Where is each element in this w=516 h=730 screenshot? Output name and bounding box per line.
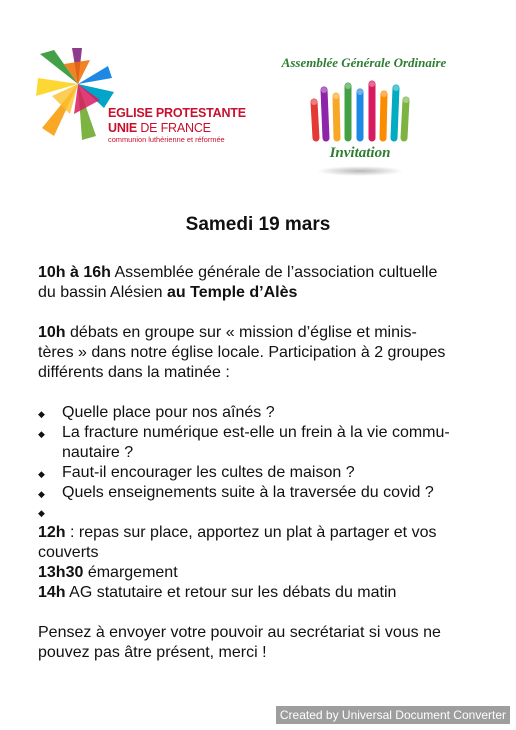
time-12h: 12h [38, 524, 66, 541]
ag-text: AG statutaire et retour sur les débats du matin [65, 584, 397, 601]
date-heading: Samedi 19 mars [185, 214, 331, 235]
bullet-marker: ◆ [38, 489, 45, 499]
bullet-marker: ◆ [38, 469, 45, 479]
logo-text-france: DE FRANCE [137, 121, 211, 135]
assembly-title: Assemblée Générale Ordinaire [281, 55, 447, 70]
closing-line2: pouvez pas âtre présent, merci ! [38, 644, 267, 661]
list-item: Faut-il encourager les cultes de maison ? [62, 464, 355, 481]
bullet-marker: ◆ [38, 429, 45, 439]
bullet-marker-empty: ◆ [38, 508, 45, 518]
list-item: Quelle place pour nos aînés ? [62, 404, 275, 421]
assembly-text-2: du bassin Alésien [38, 284, 167, 301]
time-13h30: 13h30 [38, 564, 84, 581]
debates-text-1: débats en groupe sur « mission d’église et minis- [65, 324, 417, 341]
closing-line1: Pensez à envoyer votre pouvoir au secrétariat si vous ne [38, 624, 441, 641]
schedule-14h [38, 583, 488, 603]
paragraph-debates-line3: différents dans la matinée : [38, 364, 230, 381]
time-10h-16h: 10h à 16h [38, 264, 111, 281]
lunch-text: : repas sur place, apportez un plat à partager et vos [65, 524, 437, 541]
paragraph-assembly-line2 [38, 283, 488, 303]
list-item-continuation: nautaire ? [62, 444, 134, 461]
signin-text: émargement [83, 564, 178, 581]
schedule-12h [38, 523, 488, 543]
invitation-label: Invitation [329, 145, 391, 161]
converter-watermark: Created by Universal Document Converter [276, 706, 510, 724]
schedule-13h30 [38, 563, 488, 583]
cross-logo-icon [34, 44, 114, 144]
bullet-marker: ◆ [38, 409, 45, 419]
logo-text-unie: UNIE [108, 121, 138, 135]
logo-tagline: communion luthérienne et réformée [108, 135, 225, 144]
logo-text-line1: EGLISE PROTESTANTE [108, 106, 246, 120]
list-item: Quels enseignements suite à la traversée du covid ? [62, 484, 434, 501]
schedule-12h-line2: couverts [38, 544, 99, 561]
logo-text-line2 [108, 121, 211, 135]
list-item: La fracture numérique est-elle un frein à la vie commu- [62, 424, 450, 441]
raised-hands-icon [310, 80, 410, 142]
time-10h: 10h [38, 324, 66, 341]
temple-place: au Temple d’Alès [166, 284, 298, 301]
time-14h: 14h [38, 584, 66, 601]
assembly-text: Assemblée générale de l’association cultuelle [110, 264, 438, 281]
paragraph-debates-line1 [38, 323, 488, 343]
epudf-logo [34, 44, 246, 144]
invitation-shadow [316, 166, 404, 176]
paragraph-assembly [38, 263, 488, 283]
paragraph-debates-line2: tères » dans notre église locale. Participation à 2 groupes [38, 344, 446, 361]
